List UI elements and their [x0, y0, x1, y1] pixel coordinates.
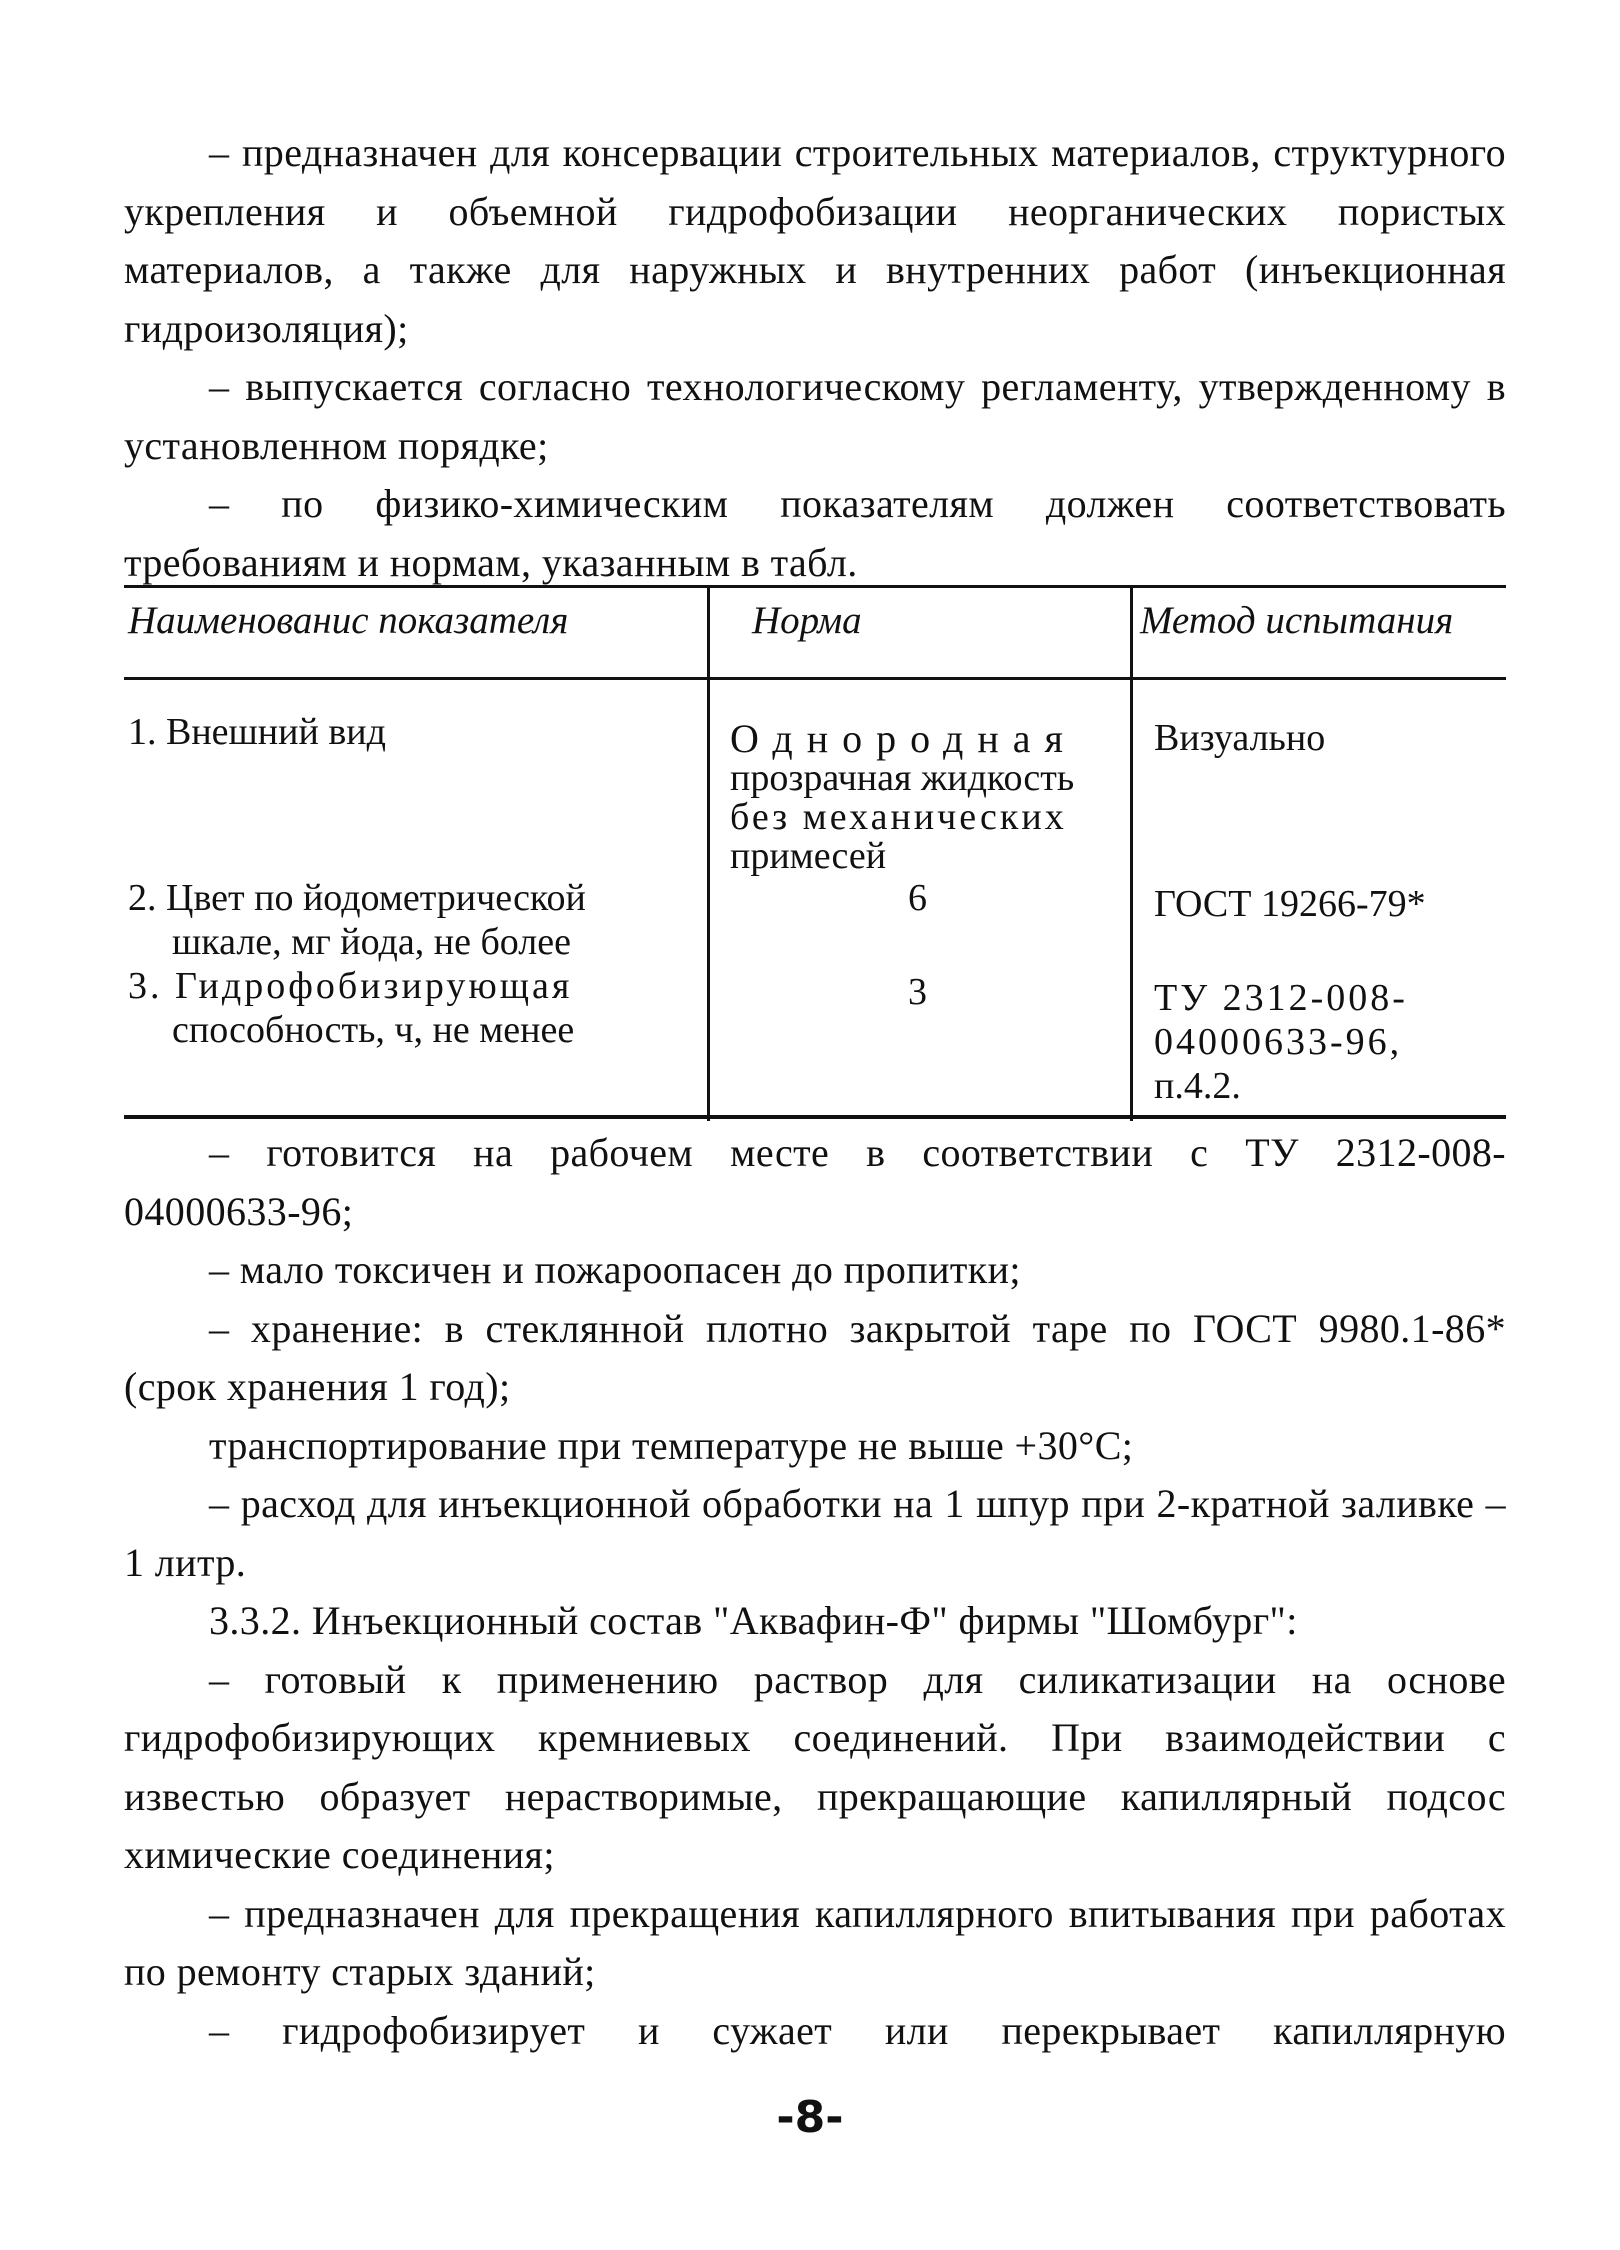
row3-name-line2: способность, ч, не менее — [172, 1009, 575, 1051]
row2-name-line1: 2. Цвет по йодометрической — [128, 877, 586, 919]
header-method: Метод испытания — [1140, 599, 1454, 642]
table-top-rule — [124, 585, 1506, 588]
row2-method: ГОСТ 19266-79* — [1154, 883, 1426, 925]
paragraph-production: – выпускается согласно технологическому регламенту, утвержденному в установленном порядке; — [124, 364, 1506, 468]
table-bottom-rule — [124, 1115, 1506, 1119]
row1-norm-line2: прозрачная жидкость — [730, 757, 1075, 799]
header-indicator: Наименованис показателя — [128, 599, 569, 642]
paragraph-preparation-line1: – готовится на рабочем месте в соответствии с ТУ 2312-008- — [209, 1130, 1506, 1175]
paragraph-purpose: – предназначен для консервации строительных материалов, структурного укрепления и объемной гидрофобизации неорганических пористых материалов, а также для наружных и внутренних работ (инъекционная гидроизоляция); — [124, 130, 1506, 351]
intro-text — [124, 124, 1506, 592]
paragraph-hydrophobization: – гидрофобизирует и сужает или перекрывает капиллярную — [209, 2007, 1506, 2053]
paragraph-preparation-line2: 04000633-96; — [124, 1188, 354, 1234]
properties-table — [124, 585, 1506, 1121]
table-header-rule — [124, 677, 1506, 680]
section-heading-3-3-2: 3.3.2. Инъекционный состав "Аквафин-Ф" фирмы "Шомбург": — [209, 1598, 1298, 1643]
row3-name-line1: 3. Гидрофобизирующая — [128, 965, 573, 1007]
row2-norm: 6 — [908, 877, 927, 919]
row1-norm-line4: примесей — [730, 835, 887, 877]
row2-name-line2: шкале, мг йода, не более — [172, 921, 571, 963]
row3-method-line3: п.4.2. — [1154, 1065, 1241, 1107]
paragraph-storage: – хранение: в стеклянной плотно закрытой таре по ГОСТ 9980.1-86* (срок хранения 1 год); — [124, 1305, 1506, 1409]
paragraph-purpose-2: – предназначен для прекращения капиллярного впитывания при работах по ремонту старых зданий; — [124, 1890, 1506, 1994]
row3-norm: 3 — [908, 971, 927, 1013]
paragraph-solution: – готовый к применению раствор для силикатизации на основе гидрофобизирующих кремниевых соединений. При взаимодействии с известью образует нерастворимые, прекращающие капиллярный подсос химические соединения; — [124, 1656, 1506, 1877]
row1-norm-line1: Однородная — [730, 716, 1077, 761]
row1-name: 1. Внешний вид — [128, 711, 386, 753]
row3-method-line2: 04000633-96, — [1154, 1021, 1403, 1063]
row1-method: Визуально — [1154, 717, 1326, 759]
page-number: -8- — [776, 2092, 844, 2143]
body-text — [124, 1124, 1506, 2060]
paragraph-toxicity: – мало токсичен и пожароопасен до пропитки; — [209, 1247, 1021, 1292]
paragraph-consumption: – расход для инъекционной обработки на 1 шпур при 2-кратной заливке – 1 литр. — [124, 1481, 1506, 1585]
row3-method-line1: ТУ 2312-008- — [1154, 977, 1408, 1019]
table-divider-2 — [1130, 585, 1133, 1121]
table-divider-1 — [707, 585, 710, 1121]
paragraph-transport: транспортирование при температуре не выше +30°С; — [209, 1422, 1134, 1468]
paragraph-requirements: – по физико-химическим показателям должен соответствовать требованиям и нормам, указанным в табл. — [124, 481, 1506, 585]
row1-norm-line3: без механических — [730, 796, 1067, 838]
header-norm: Норма — [752, 599, 862, 642]
